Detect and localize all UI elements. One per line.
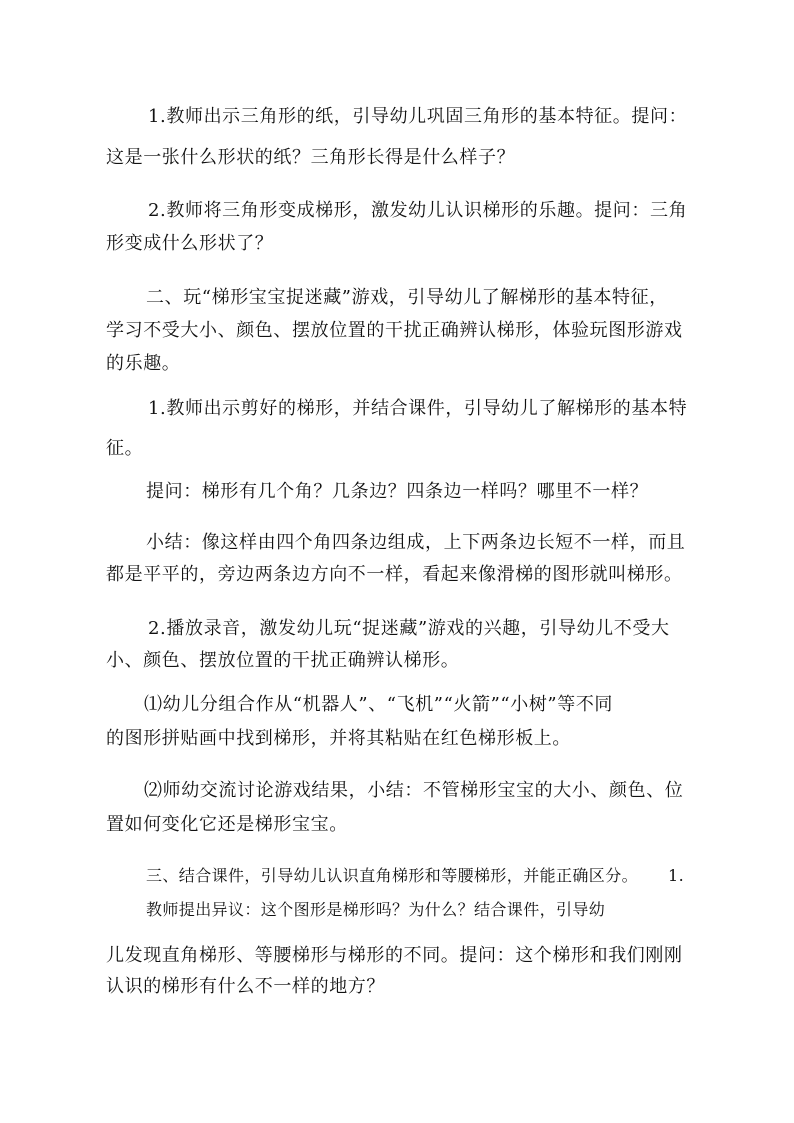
paragraph-line: 的乐趣。 [106,353,181,374]
paragraph-line: 2.播放录音，激发幼儿玩“捉迷藏”游戏的兴趣，引导幼儿不受大 [148,618,670,639]
paragraph-line: 2.教师将三角形变成梯形，激发幼儿认识梯形的乐趣。提问：三角 [148,200,688,221]
paragraph-line: 这是一张什么形状的纸？三角形长得是什么样子？ [106,147,516,168]
paragraph-line: 儿发现直角梯形、等腰梯形与梯形的不同。提问：这个梯形和我们刚刚 [106,945,683,966]
paragraph-line: 认识的梯形有什么不一样的地方？ [106,976,385,997]
paragraph-line: 置如何变化它还是梯形宝宝。 [106,814,348,835]
paragraph-line: 小结：像这样由四个角四条边组成，上下两条边长短不一样，而且 [146,532,686,553]
paragraph-line: ⑴幼儿分组合作从“机器人”、“飞机”“火箭”“小树”等不同 [144,694,614,715]
paragraph-line: 1.教师出示三角形的纸，引导幼儿巩固三角形的基本特征。提问： [148,106,688,127]
paragraph-line: 教师提出异议：这个图形是梯形吗？为什么？结合课件，引导幼 [146,900,606,919]
paragraph-line: 征。 [106,438,144,459]
paragraph-line: 都是平平的，旁边两条边方向不一样，看起来像滑梯的图形就叫梯形。 [106,564,683,585]
paragraph-line: 的图形拼贴画中找到梯形，并将其粘贴在红色梯形板上。 [106,728,571,749]
paragraph-line: 1.教师出示剪好的梯形，并结合课件，引导幼儿了解梯形的基本特 [148,398,688,419]
paragraph-line: 提问：梯形有几个角？几条边？四条边一样吗？哪里不一样？ [146,481,649,502]
paragraph-line: ⑵师幼交流讨论游戏结果，小结：不管梯形宝宝的大小、颜色、位 [144,780,684,801]
section-heading-line: 二、玩“梯形宝宝捉迷藏”游戏，引导幼儿了解梯形的基本特征， [146,287,668,308]
section-heading-line: 三、结合课件，引导幼儿认识直角梯形和等腰梯形，并能正确区分。 [146,866,639,885]
paragraph-line: 学习不受大小、颜色、摆放位置的干扰正确辨认梯形，体验玩图形游戏 [106,320,683,341]
list-number: 1. [668,866,685,885]
paragraph-line: 小、颜色、摆放位置的干扰正确辨认梯形。 [106,650,460,671]
paragraph-line: 形变成什么形状了？ [106,233,274,254]
